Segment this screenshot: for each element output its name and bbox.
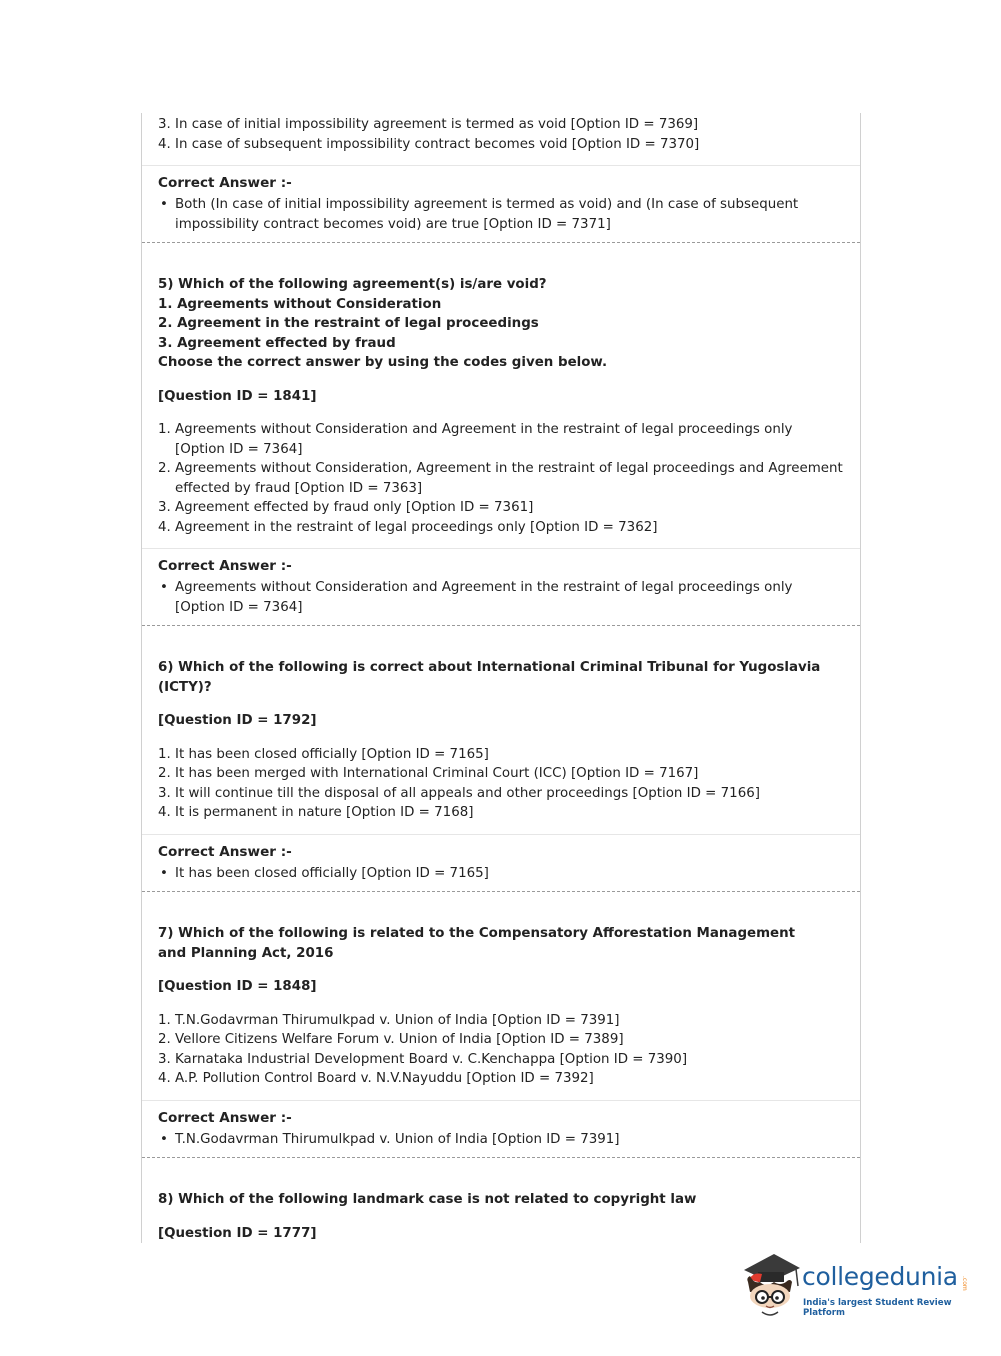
q7-option-2: 2. Vellore Citizens Welfare Forum v. Union of India [Option ID = 7389] [158, 1032, 624, 1047]
q5-option-1: 1. Agreements without Consideration and Agreement in the restraint of legal proceedings only [Option ID = 7364] [158, 422, 793, 457]
q6-option-3: 3. It will continue till the disposal of all appeals and other proceedings [Option ID = 7166] [158, 785, 760, 801]
question-6 [142, 626, 860, 892]
q6-correct-answer [142, 864, 860, 884]
q8-question-id: [Question ID = 1777] [158, 1225, 317, 1241]
q6-question-id: [Question ID = 1792] [158, 713, 317, 728]
correct-answer-heading: Correct Answer :- [158, 558, 292, 574]
q7-correct-answer [142, 1130, 860, 1150]
q5-option-4: 4. Agreement in the restraint of legal proceedings only [Option ID = 7362] [158, 519, 658, 535]
correct-answer-item: • Agreements without Consideration and Agreement in the restraint of legal proceedings only [Option ID = 7364] [158, 578, 844, 617]
correct-answer-heading: Correct Answer :- [158, 843, 292, 860]
q5-text [142, 275, 860, 373]
q5-line: 1. Agreements without Consideration [158, 296, 442, 312]
q7-text [142, 924, 860, 963]
q6-line: 6) Which of the following is correct about International Criminal Tribunal for Yugoslavia (ICTY)? [158, 660, 821, 695]
correct-answer-item: • It has been closed officially [Option ID = 7165] [158, 864, 844, 884]
question-paper [141, 113, 861, 1243]
correct-answer-item: • T.N.Godavrman Thirumulkpad v. Union of India [Option ID = 7391] [158, 1130, 844, 1150]
q5-option-3: 3. Agreement effected by fraud only [Option ID = 7361] [158, 500, 534, 515]
q6-option-4: 4. It is permanent in nature [Option ID = 7168] [158, 805, 474, 820]
q6-options [142, 745, 860, 823]
q5-correct-answer [142, 578, 860, 617]
q8-text [142, 1190, 860, 1210]
q5-line: Choose the correct answer by using the codes given below. [158, 355, 608, 370]
brand-domain: .com [961, 1276, 968, 1291]
q5-line: 3. Agreement effected by fraud [158, 335, 396, 351]
collegedunia-logo [740, 1248, 970, 1318]
q6-text [142, 658, 860, 697]
q8-line: 8) Which of the following landmark case is not related to copyright law [158, 1192, 697, 1207]
correct-answer-heading: Correct Answer :- [158, 175, 292, 191]
q4-correct-answer [142, 195, 860, 234]
brand-tagline: India's largest Student Review Platform [803, 1298, 952, 1318]
q7-option-3: 3. Karnataka Industrial Development Board v. C.Kenchappa [Option ID = 7390] [158, 1051, 688, 1067]
correct-answer-heading: Correct Answer :- [158, 1109, 292, 1126]
question-4-tail [142, 113, 860, 243]
question-5 [142, 243, 860, 626]
correct-answer-item: • Both (In case of initial impossibility agreement is termed as void) and (In case of subsequent impossibility contract becomes void) are true [Option ID = 7371] [158, 195, 844, 234]
question-7 [142, 892, 860, 1158]
q7-option-4: 4. A.P. Pollution Control Board v. N.V.Nayuddu [Option ID = 7392] [158, 1071, 594, 1086]
q5-line: 5) Which of the following agreement(s) is/are void? [158, 277, 547, 292]
q7-options [142, 1011, 860, 1089]
q4-options [142, 115, 860, 154]
q5-line: 2. Agreement in the restraint of legal proceedings [158, 316, 539, 331]
q5-options [142, 420, 860, 537]
q7-option-1: 1. T.N.Godavrman Thirumulkpad v. Union of India [Option ID = 7391] [158, 1012, 620, 1028]
q5-option-2: 2. Agreements without Consideration, Agreement in the restraint of legal proceedings and Agreement effected by fraud [Option ID = 7363] [158, 461, 843, 496]
q6-option-2: 2. It has been merged with International Criminal Court (ICC) [Option ID = 7167] [158, 766, 699, 781]
q6-option-1: 1. It has been closed officially [Option ID = 7165] [158, 746, 489, 762]
mascot-icon [740, 1248, 802, 1318]
question-8 [142, 1158, 860, 1243]
q4-option-4: 4. In case of subsequent impossibility contract becomes void [Option ID = 7370] [158, 136, 700, 152]
q5-question-id: [Question ID = 1841] [158, 388, 317, 404]
q4-option-3: 3. In case of initial impossibility agreement is termed as void [Option ID = 7369] [158, 117, 699, 132]
brand-name: collegedunia [802, 1262, 958, 1291]
q7-line: 7) Which of the following is related to the Compensatory Afforestation Management and Planning Act, 2016 [158, 926, 796, 961]
q7-question-id: [Question ID = 1848] [158, 979, 317, 994]
